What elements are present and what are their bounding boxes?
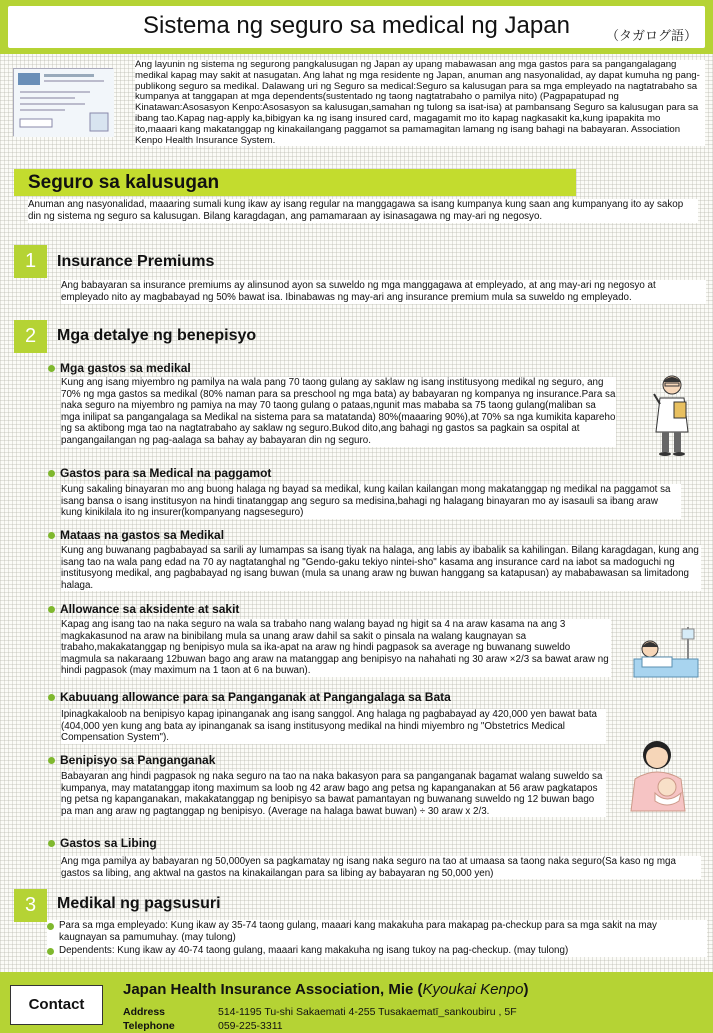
footer — [0, 972, 713, 1033]
part-title-1: Insurance Premiums — [57, 253, 215, 270]
part-number-3: 3 — [14, 889, 47, 922]
part-number-1: 1 — [14, 245, 47, 278]
benefit-text-sickness-allowance: Kapag ang isang tao na naka seguro na wala sa trabaho nang walang bayad ng higit sa 4 na araw kasama na ang 3 magkakasunod na araw na binibilang mula sa unang araw dahil sa sakit o pinsala na walang kaugnayan sa trabaho,makakatanggap ng benipisyo mula sa ika-apat na araw ng hindi pagpasok sa average ng buwanang suweldo magmula sa nakaraang 12buwan bago ang araw na matanggap ang benipisyo na nahahati ng 30 araw ×2/3 sa bawat araw ng hindi pagpasok (may maximum na 1 taon at 6 na buwan). — [61, 619, 611, 677]
intro-paragraph: Ang layunin ng sistema ng segurong pangkalusugan ng Japan ay upang mabawasan ang mga gastos para sa pangangalagang medikal kapag may sakit at nasugatan. Ang lahat ng mga residente ng Japan, anuman ang nasyonalidad, ay dapat kumuha ng pang-publikong seguro sa medikal. Dalawang uri ng Seguro sa medical:Seguro sa kalusugan para sa mga empleyado na nagtatrabaho sa kumpanya at tanggapan at mga dependents(sustentado ng taong nagtatrabaho o pamilya nito) (Pagpapatupad ng Kinatawan:Asosasyon Kenpo:Asosasyon sa kalusugan,samahan ng tulong sa isat-isa) at pambansang Seguro sa kalusugan para sa ibang tao.Kapag nag-apply ka,bibigyan ka ng isang insured card, magagamit mo ito kapag nagkasakit ka,kung ipapakita mo ito,maaari kang makatanggap ng kinakailangang paggamot sa pamamagitan lamang ng isang bahagi na babayaran. Association Kenpo Health Insurance System. — [135, 60, 705, 146]
section-heading — [14, 169, 576, 196]
checkup-list — [47, 920, 707, 957]
association-name: Japan Health Insurance Association, Mie (Kyoukai Kenpo) — [123, 981, 529, 998]
bullet-icon — [48, 840, 55, 847]
sick-patient-icon — [630, 625, 702, 683]
benefit-title-funeral-costs: Gastos sa Libing — [48, 836, 157, 850]
benefit-text-medical-costs: Kung ang isang miyembro ng pamilya na wala pang 70 taong gulang ay saklaw ng isang institusyong medikal ng seguro, ang 70% ng mga gastos sa medikal (80% naman para sa preschool ng mga bata) ay babayaran ng kompanya ng insurance.Para sa naka seguro na miyembro ng pamiya na may 70 taong gulang o pataas,ngunit mas mababa sa 75 taong gulang(maliban sa mga inilipat sa pangangalaga sa Medikal na sistema para sa matatanda) 80%(maaaring 90%),at 70% sa nga kumikita kapareho ng sa aktibong mga tao na nagtatrabaho ay saklaw ng seguro.Bukod dito,ang bahagi ng gastos sa pagkain sa ospital at pangangailangan ng pag-aalaga sa bahay ay babayaran din ng seguro. — [61, 377, 616, 446]
mother-baby-icon — [625, 735, 693, 813]
part-number-2: 2 — [14, 320, 47, 353]
benefit-text-high-cost: Kung ang buwanang pagbabayad sa sarili ay lumampas sa isang tiyak na halaga, ang labis ay ibabalik sa kahilingan. Bilang karagdagan, kung ang isang tao na wala pang edad na 70 ay nagtatanghal ng "Gendo-gaku tekiyo nintei-sho" kasama ang insurance card na iabot sa madoguchi ng institusyong medikal, ang pagbabayad ng isang buwan (mula sa unang araw ng buwan hanggang sa katapusan) ay mababawasan sa limitadong halaga. — [61, 545, 701, 591]
title-box — [8, 6, 705, 48]
telephone-label: Telephone — [123, 1020, 175, 1032]
bullet-icon — [48, 532, 55, 539]
bullet-icon — [48, 365, 55, 372]
section-lead: Anuman ang nasyonalidad, maaaring sumali kung ikaw ay isang regular na manggagawa sa isang kumpanya kung saan ang kumpanyang ito ay sakop din ng sistema ng seguro sa kalusugan. Bilang karagdagan, ang pamamaraan ay isinasagawa ng may-ari ng negosyo. — [28, 199, 698, 223]
bullet-icon — [48, 757, 55, 764]
page-title: Sistema ng seguro sa medical ng Japan — [143, 12, 570, 39]
benefit-title-treatment-costs: Gastos para sa Medical na paggamot — [48, 466, 271, 480]
benefit-title-maternity-benefit: Benipisyo sa Panganganak — [48, 753, 215, 767]
bullet-icon — [48, 606, 55, 613]
bullet-icon — [48, 694, 55, 701]
title-bar — [0, 0, 713, 54]
doctor-icon — [640, 372, 700, 457]
benefit-title-high-cost: Mataas na gastos sa Medikal — [48, 528, 224, 542]
benefit-text-childbirth-allowance: Ipinagkakaloob na benipisyo kapag ipinanganak ang isang sanggol. Ang halaga ng pagbabayad ay 420,000 yen bawat bata (404,000 yen kung ang bata ay ipinanganak sa isang institusyong medikal na hindi miyembro ng "Obstetrics Medical Compensation System"). — [61, 709, 606, 744]
association-alias: Kyoukai Kenpo — [422, 981, 524, 998]
bullet-icon — [48, 470, 55, 477]
benefit-title-medical-costs: Mga gastos sa medikal — [48, 361, 191, 375]
contact-button[interactable]: Contact — [10, 985, 103, 1025]
address-value: 514-1195 Tu-shi Sakaemati 4-255 Tusakaematī_sankoubiru , 5F — [218, 1006, 517, 1018]
benefit-text-funeral-costs: Ang mga pamilya ay babayaran ng 50,000yen sa pagkamatay ng isang naka seguro na tao at umaasa sa taong naka seguro(Sa kaso ng mga gastos sa libing, ang aktwal na gastos na kinakailangan para sa libing ay babayaran ng 50,000 yen) — [61, 856, 701, 879]
list-item: Para sa mga empleyado: Kung ikaw ay 35-74 taong gulang, maaari kang makakuha para makapag pa-checkup para sa mga sakit na may kaugnayan sa pamumuhay. (may tulong) — [47, 920, 707, 945]
bullet-icon — [47, 923, 54, 930]
language-label: （タガログ語） — [605, 28, 697, 43]
benefit-text-maternity-benefit: Babayaran ang hindi pagpasok ng naka seguro na tao na naka bakasyon para sa panganganak bagamat walang suweldo sa kumpanya, may matatanggap itong maximum sa loob ng 42 araw bago ang petsa ng kapanganakan at 56 araw pagkatapos ng petsa ng kapanganakan, makakatanggap ng benipisyo sa bawat pamantayan ng buwanang suweldo ng 12 buwan bago pa man ang araw ng pagtanggap ng benipisyo. (Average na halaga bawat buwan) ÷ 30 araw x 2/3. — [61, 771, 606, 817]
bullet-icon — [47, 948, 54, 955]
telephone-value: 059-225-3311 — [218, 1020, 283, 1032]
benefit-title-sickness-allowance: Allowance sa aksidente at sakit — [48, 602, 239, 616]
insurance-card-icon — [13, 68, 113, 136]
part-title-3: Medikal ng pagsusuri — [57, 895, 221, 912]
section-title: Seguro sa kalusugan — [28, 172, 220, 193]
list-item: Dependents: Kung ikaw ay 40-74 taong gulang, maaari kang makakuha ng isang tukoy na pag-checkup. (may tulong) — [47, 945, 707, 957]
address-label: Address — [123, 1006, 166, 1018]
part-title-2: Mga detalye ng benepisyo — [57, 327, 257, 344]
benefit-text-treatment-costs: Kung sakaling binayaran mo ang buong halaga ng bayad sa medikal, kung kailan kailangan mong makatanggap ng medikal na paggamot sa isang bansa o isang institusyon na hindi tinatanggap ang seguro sa medisina,bahagi ng halagang binayaran mo ay isasauli sa ibang araw kung kinikilala ito ng insurer(kompanyang nagseseguro) — [61, 484, 681, 519]
premiums-text: Ang babayaran sa insurance premiums ay alinsunod ayon sa suweldo ng mga manggagawa at empleyado, at ang may-ari ng negosyo at empleyado nito ay magbabayad ng 50% bawat isa. Ibinabawas ng may-ari ang insurance premium mula sa suweldo ng empleyado. — [61, 280, 706, 304]
benefit-title-childbirth-allowance: Kabuuang allowance para sa Panganganak at Pangangalaga sa Bata — [48, 690, 451, 704]
